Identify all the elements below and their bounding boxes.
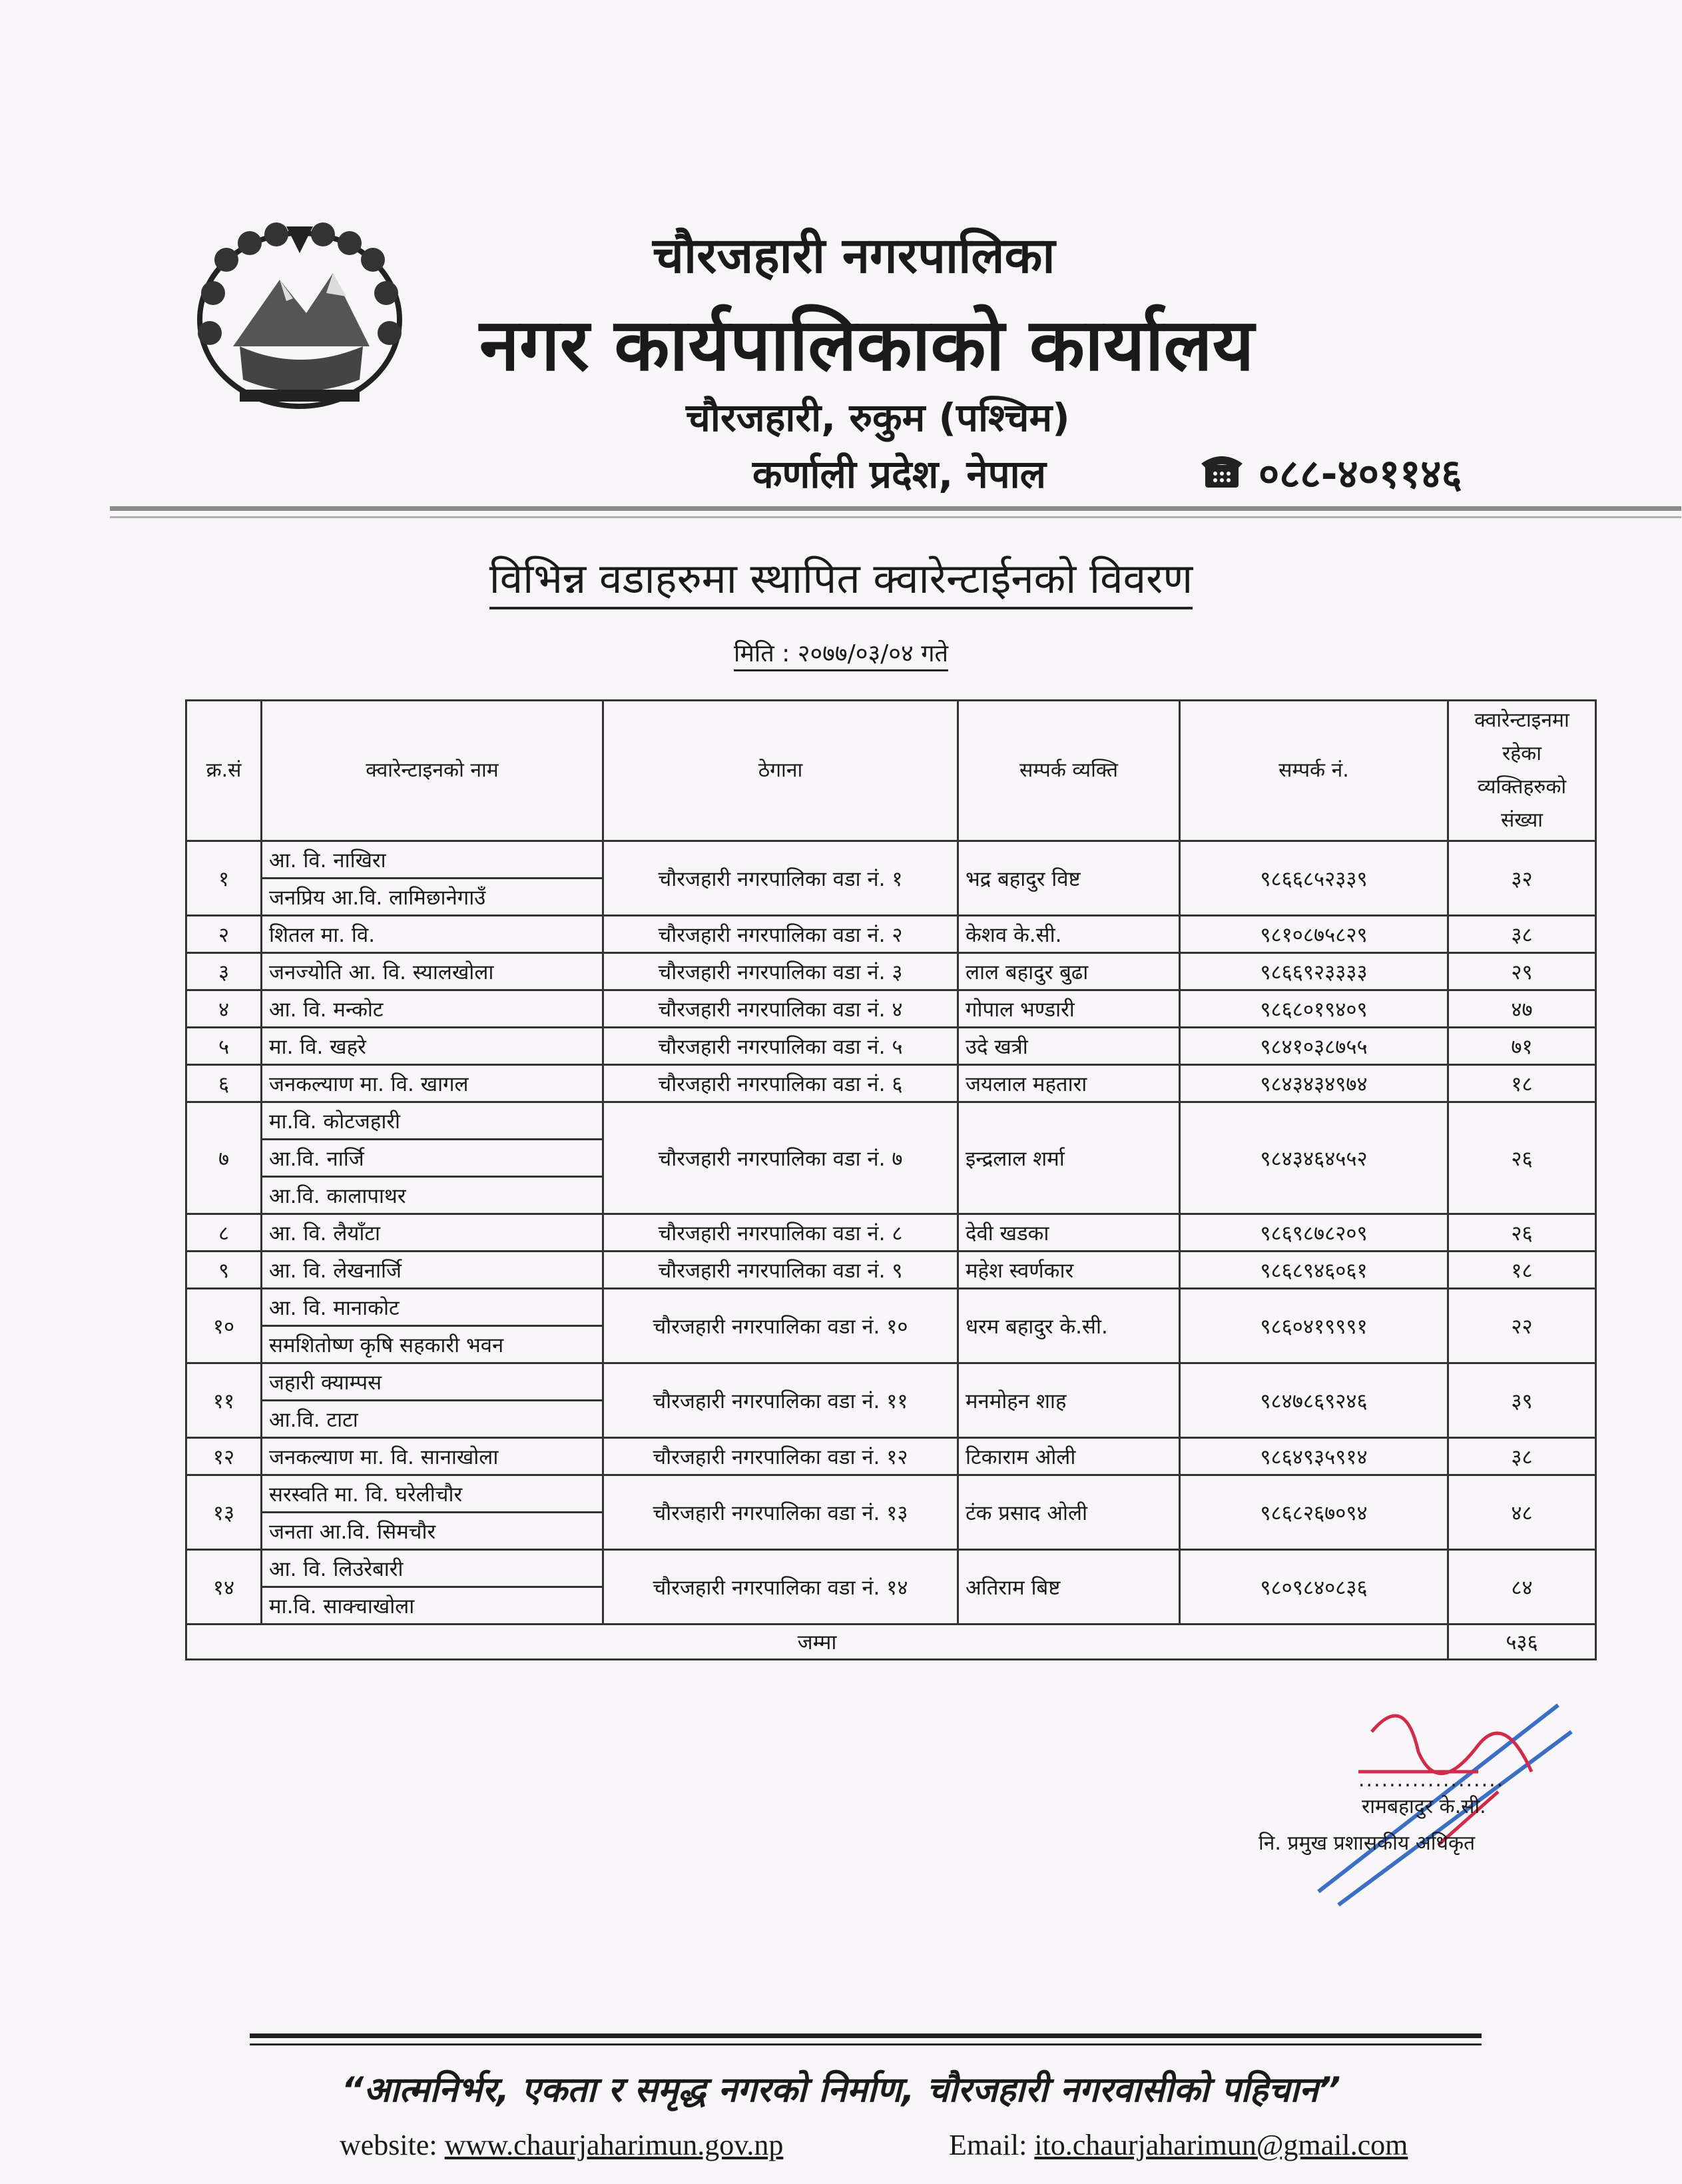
email-label: Email: xyxy=(949,2129,1027,2161)
table-row xyxy=(186,1438,1596,1475)
quarantine-name: मा. वि. खहरे xyxy=(262,1028,603,1065)
quarantine-name: आ. वि. लेखनार्जि xyxy=(262,1252,603,1289)
contact-number: ९८४७८६९२४६ xyxy=(1180,1363,1448,1438)
quarantine-name: मा.वि. साक्चाखोला xyxy=(262,1587,603,1625)
table-row xyxy=(186,1289,1596,1326)
row-sn: ५ xyxy=(186,1028,262,1065)
table-row xyxy=(186,841,1596,879)
row-address: चौरजहारी नगरपालिका वडा नं. ६ xyxy=(603,1065,958,1102)
quarantine-name: आ. वि. लैयाँटा xyxy=(262,1214,603,1252)
row-sn: ४ xyxy=(186,990,262,1028)
quarantine-name: आ. वि. मन्कोट xyxy=(262,990,603,1028)
footer-email xyxy=(949,2128,1408,2162)
contact-number: ९८१०८७५८२९ xyxy=(1180,916,1448,953)
person-count: २२ xyxy=(1448,1289,1596,1363)
contact-number: ९८६०४१९९९१ xyxy=(1180,1289,1448,1363)
person-count: १८ xyxy=(1448,1252,1596,1289)
table-row xyxy=(186,1028,1596,1065)
row-sn: १० xyxy=(186,1289,262,1363)
header-sn: क्र.सं xyxy=(186,701,262,841)
contact-number: ९८६८०१९४०९ xyxy=(1180,990,1448,1028)
office-address: चौरजहारी, रुकुम (पश्चिम) xyxy=(686,395,1070,440)
contact-number: ९८६६८५२३३९ xyxy=(1180,841,1448,916)
org-name: चौरजहारी नगरपालिका xyxy=(653,227,1055,284)
person-count: ३२ xyxy=(1448,841,1596,916)
signatory-name: रामबहादुर के.सी. xyxy=(1362,1795,1486,1818)
quarantine-name: जनप्रिय आ.वि. लामिछानेगाउँ xyxy=(262,879,603,916)
website-label: website: xyxy=(340,2129,437,2161)
row-address: चौरजहारी नगरपालिका वडा नं. ३ xyxy=(603,953,958,990)
signatory-title: नि. प्रमुख प्रशासकीय अधिकृत xyxy=(1259,1832,1476,1855)
contact-person: उदे खत्री xyxy=(958,1028,1180,1065)
telephone-icon xyxy=(1199,449,1245,496)
quarantine-name: आ. वि. मानाकोट xyxy=(262,1289,603,1326)
total-label: जम्मा xyxy=(186,1625,1448,1660)
quarantine-name: मा.वि. कोटजहारी xyxy=(262,1102,603,1140)
header-count: क्वारेन्टाइनमा रहेका व्यक्तिहरुको संख्या xyxy=(1448,701,1596,841)
row-address: चौरजहारी नगरपालिका वडा नं. ११ xyxy=(603,1363,958,1438)
row-sn: ९ xyxy=(186,1252,262,1289)
row-address: चौरजहारी नगरपालिका वडा नं. ५ xyxy=(603,1028,958,1065)
quarantine-name: सरस्वति मा. वि. घरेलीचौर xyxy=(262,1475,603,1513)
table-row xyxy=(186,1475,1596,1513)
contact-person: टिकाराम ओली xyxy=(958,1438,1180,1475)
document-title: विभिन्न वडाहरुमा स्थापित क्वारेन्टाईनको विवरण xyxy=(0,549,1682,605)
quarantine-name: आ.वि. टाटा xyxy=(262,1401,603,1438)
row-sn: १२ xyxy=(186,1438,262,1475)
row-sn: १३ xyxy=(186,1475,262,1550)
row-address: चौरजहारी नगरपालिका वडा नं. ८ xyxy=(603,1214,958,1252)
phone-number: ०८८-४०११४६ xyxy=(1259,451,1462,498)
document-date: मिति : २०७७/०३/०४ गते xyxy=(0,636,1682,669)
header-name: क्वारेन्टाइनको नाम xyxy=(262,701,603,841)
row-address: चौरजहारी नगरपालिका वडा नं. ९ xyxy=(603,1252,958,1289)
contact-number: ९८६४९३५९१४ xyxy=(1180,1438,1448,1475)
person-count: १८ xyxy=(1448,1065,1596,1102)
table-row xyxy=(186,1363,1596,1401)
contact-number: ९८४३४३४९७४ xyxy=(1180,1065,1448,1102)
office-phone xyxy=(1199,445,1532,500)
table-row xyxy=(186,1214,1596,1252)
table-row xyxy=(186,1065,1596,1102)
person-count: २९ xyxy=(1448,953,1596,990)
table-row xyxy=(186,990,1596,1028)
table-row xyxy=(186,1252,1596,1289)
contact-person: महेश स्वर्णकार xyxy=(958,1252,1180,1289)
office-province: कर्णाली प्रदेश, नेपाल xyxy=(752,452,1046,497)
total-row xyxy=(186,1625,1596,1660)
website-link[interactable]: www.chaurjaharimun.gov.np xyxy=(444,2129,784,2161)
quarantine-name: जनता आ.वि. सिमचौर xyxy=(262,1513,603,1550)
total-value: ५३६ xyxy=(1448,1625,1596,1660)
quarantine-name: आ. वि. नाखिरा xyxy=(262,841,603,879)
contact-person: भद्र बहादुर विष्ट xyxy=(958,841,1180,916)
contact-person: जयलाल महतारा xyxy=(958,1065,1180,1102)
table-row xyxy=(186,1102,1596,1140)
contact-number: ९८६८९४६०६१ xyxy=(1180,1252,1448,1289)
contact-number: ९८०९८४०८३६ xyxy=(1180,1550,1448,1625)
contact-person: धरम बहादुर के.सी. xyxy=(958,1289,1180,1363)
header-rule-thin xyxy=(110,516,1681,518)
quarantine-table xyxy=(185,699,1597,1660)
table-row xyxy=(186,1550,1596,1587)
quarantine-name: जनकल्याण मा. वि. खागल xyxy=(262,1065,603,1102)
footer-slogan: “आत्मनिर्भर, एकता र समृद्ध नगरको निर्माण, चौरजहारी नगरवासीको पहिचान” xyxy=(341,2070,1341,2110)
person-count: ४७ xyxy=(1448,990,1596,1028)
person-count: ३९ xyxy=(1448,1363,1596,1438)
quarantine-name: आ.वि. नार्जि xyxy=(262,1140,603,1177)
person-count: २६ xyxy=(1448,1102,1596,1214)
table-row xyxy=(186,953,1596,990)
row-sn: १४ xyxy=(186,1550,262,1625)
quarantine-name: जनज्योति आ. वि. स्यालखोला xyxy=(262,953,603,990)
contact-person: लाल बहादुर बुढा xyxy=(958,953,1180,990)
row-address: चौरजहारी नगरपालिका वडा नं. १ xyxy=(603,841,958,916)
person-count: ३८ xyxy=(1448,1438,1596,1475)
table-row xyxy=(186,916,1596,953)
row-address: चौरजहारी नगरपालिका वडा नं. १२ xyxy=(603,1438,958,1475)
row-address: चौरजहारी नगरपालिका वडा नं. ४ xyxy=(603,990,958,1028)
signature-line: ................... xyxy=(1358,1768,1505,1792)
quarantine-name: जहारी क्याम्पस xyxy=(262,1363,603,1401)
quarantine-name: शितल मा. वि. xyxy=(262,916,603,953)
header-contact-person: सम्पर्क व्यक्ति xyxy=(958,701,1180,841)
row-address: चौरजहारी नगरपालिका वडा नं. ७ xyxy=(603,1102,958,1214)
contact-number: ९८४१०३८७५५ xyxy=(1180,1028,1448,1065)
person-count: ७१ xyxy=(1448,1028,1596,1065)
footer-website xyxy=(340,2128,783,2162)
contact-person: केशव के.सी. xyxy=(958,916,1180,953)
table-header-row xyxy=(186,701,1596,841)
quarantine-name: जनकल्याण मा. वि. सानाखोला xyxy=(262,1438,603,1475)
row-sn: ७ xyxy=(186,1102,262,1214)
contact-person: टंक प्रसाद ओली xyxy=(958,1475,1180,1550)
row-sn: २ xyxy=(186,916,262,953)
person-count: ४८ xyxy=(1448,1475,1596,1550)
email-link[interactable]: ito.chaurjaharimun@gmail.com xyxy=(1034,2129,1408,2161)
contact-number: ९८६८२६७०९४ xyxy=(1180,1475,1448,1550)
quarantine-name: आ.वि. कालापाथर xyxy=(262,1177,603,1214)
header-rule xyxy=(110,506,1681,511)
person-count: ८४ xyxy=(1448,1550,1596,1625)
office-name: नगर कार्यपालिकाको कार्यालय xyxy=(479,304,1255,387)
row-address: चौरजहारी नगरपालिका वडा नं. २ xyxy=(603,916,958,953)
row-sn: ११ xyxy=(186,1363,262,1438)
row-sn: ३ xyxy=(186,953,262,990)
nepal-emblem-logo xyxy=(186,220,413,420)
footer-rule xyxy=(250,2033,1482,2038)
contact-person: गोपाल भण्डारी xyxy=(958,990,1180,1028)
contact-person: अतिराम बिष्ट xyxy=(958,1550,1180,1625)
contact-number: ९८६६९२३३३३ xyxy=(1180,953,1448,990)
contact-person: देवी खडका xyxy=(958,1214,1180,1252)
row-address: चौरजहारी नगरपालिका वडा नं. १४ xyxy=(603,1550,958,1625)
person-count: २६ xyxy=(1448,1214,1596,1252)
person-count: ३८ xyxy=(1448,916,1596,953)
contact-number: ९८६९८७८२०९ xyxy=(1180,1214,1448,1252)
row-sn: १ xyxy=(186,841,262,916)
footer-rule-thin xyxy=(250,2043,1482,2045)
header-address: ठेगाना xyxy=(603,701,958,841)
row-sn: ६ xyxy=(186,1065,262,1102)
quarantine-name: समशितोष्ण कृषि सहकारी भवन xyxy=(262,1326,603,1363)
row-address: चौरजहारी नगरपालिका वडा नं. १० xyxy=(603,1289,958,1363)
contact-person: मनमोहन शाह xyxy=(958,1363,1180,1438)
contact-number: ९८४३४६४५५२ xyxy=(1180,1102,1448,1214)
quarantine-name: आ. वि. लिउरेबारी xyxy=(262,1550,603,1587)
row-sn: ८ xyxy=(186,1214,262,1252)
header-contact-no: सम्पर्क नं. xyxy=(1180,701,1448,841)
row-address: चौरजहारी नगरपालिका वडा नं. १३ xyxy=(603,1475,958,1550)
contact-person: इन्द्रलाल शर्मा xyxy=(958,1102,1180,1214)
